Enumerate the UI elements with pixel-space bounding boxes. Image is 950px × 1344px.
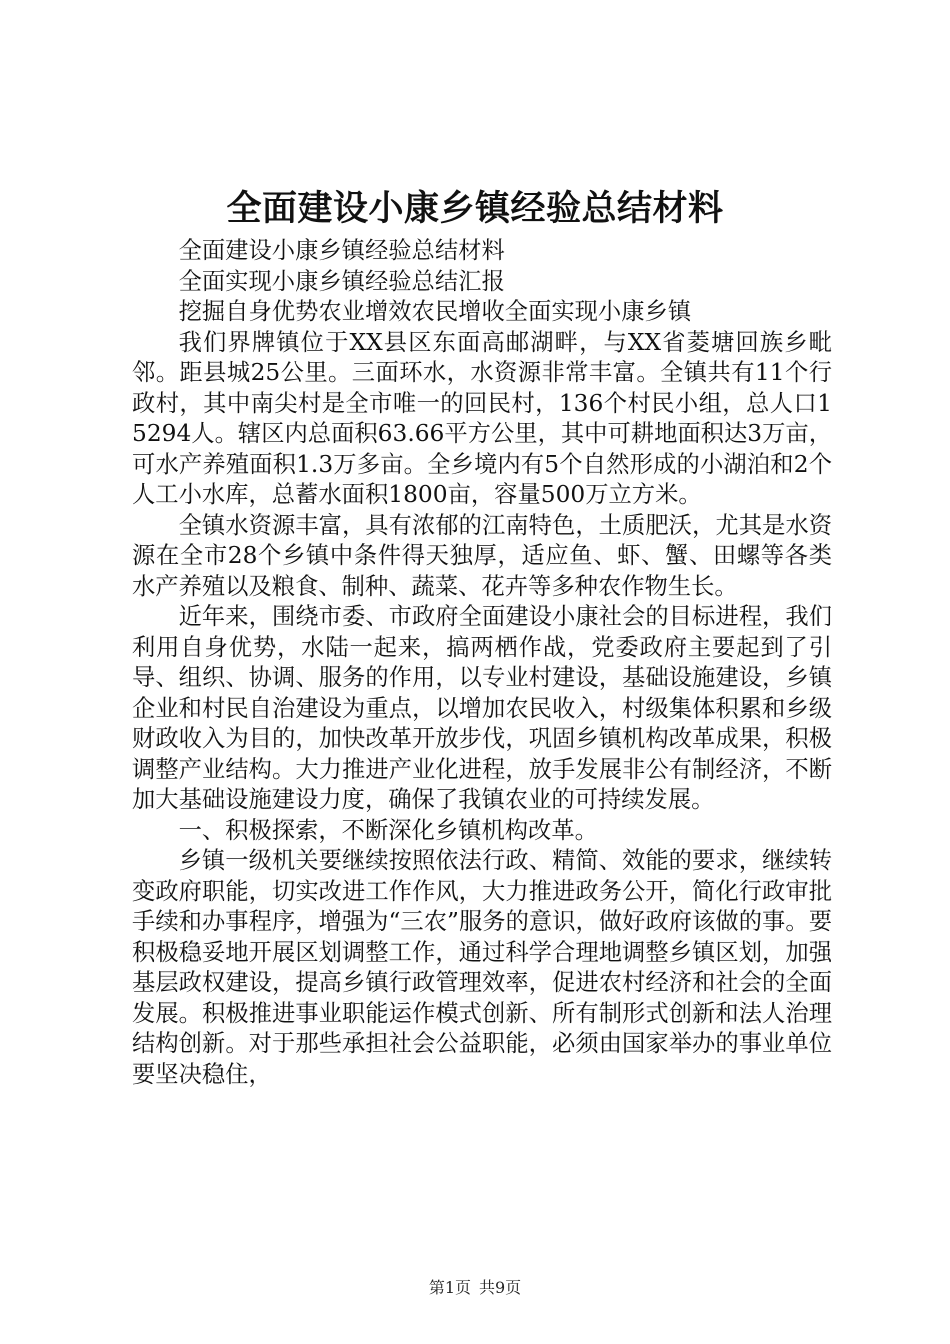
page-footer (0, 1278, 950, 1298)
subtitle-line: 全面建设小康乡镇经验总结材料 (178, 237, 505, 264)
section-heading: 一、积极探索，不断深化乡镇机构改革。 (178, 816, 598, 844)
body-paragraph: 乡镇一级机关要继续按照依法行政、精简、效能的要求，继续转变政府职能，切实改进工作作风，大力推进政务公开，简化行政审批手续和办事程序，增强为“三农”服务的意识，做好政府该做的事。要积极稳妥地开展区划调整工作，通过科学合理地调整乡镇区划，加强基层政权建设，提高乡镇行政管理效率，促进农村经济和社会的全面发展。积极推进事业职能运作模式创新、所有制形式创新和法人治理结构创新。对于那些承担社会公益职能，必须由国家举办的事业单位要坚决稳住， (132, 847, 832, 1088)
body-paragraph: 全镇水资源丰富，具有浓郁的江南特色，土质肥沃，尤其是水资源在全市28个乡镇中条件得天独厚，适应鱼、虾、蟹、田螺等各类水产养殖以及粮食、制种、蔬菜、花卉等多种农作物生长。 (132, 511, 832, 600)
subtitle-line: 全面实现小康乡镇经验总结汇报 (178, 267, 505, 295)
page-total: 共9页 (479, 1278, 522, 1297)
page-number: 第1页 (428, 1278, 471, 1297)
document-title: 全面建设小康乡镇经验总结材料 (226, 189, 724, 229)
document-body (132, 236, 832, 1090)
body-paragraph: 近年来，围绕市委、市政府全面建设小康社会的目标进程，我们利用自身优势，水陆一起来，搞两栖作战，党委政府主要起到了引导、组织、协调、服务的作用，以专业村建设，基础设施建设，乡镇企业和村民自治建设为重点，以增加农民收入，村级集体积累和乡级财政收入为目的，加快改革开放步伐，巩固乡镇机构改革成果，积极调整产业结构。大力推进产业化进程，放手发展非公有制经济，不断加大基础设施建设力度，确保了我镇农业的可持续发展。 (132, 603, 832, 813)
body-paragraph: 我们界牌镇位于XX县区东面高邮湖畔，与XX省菱塘回族乡毗邻。距县城25公里。三面环水，水资源非常丰富。全镇共有11个行政村，其中南尖村是全市唯一的回民村，136个村民小组，总人口15294人。辖区内总面积63.66平方公里，其中可耕地面积达3万亩，可水产养殖面积1.3万多亩。全乡境内有5个自然形成的小湖泊和2个人工小水库，总蓄水面积1800亩，容量500万立方米。 (132, 328, 832, 508)
subtitle-line: 挖掘自身优势农业增效农民增收全面实现小康乡镇 (178, 298, 692, 325)
